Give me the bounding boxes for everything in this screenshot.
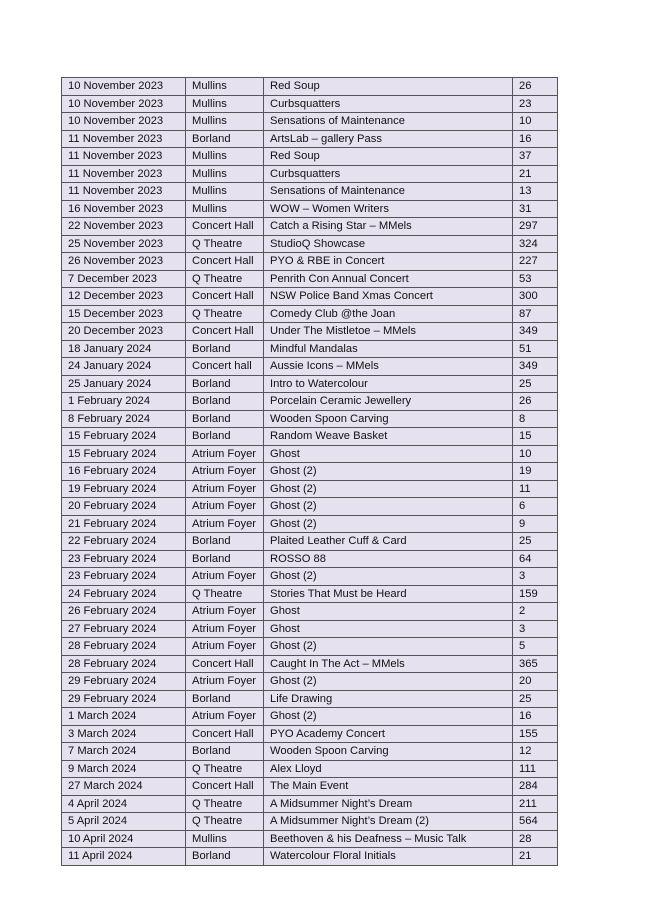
cell-date: 16 February 2024 [62, 463, 186, 481]
cell-date: 18 January 2024 [62, 340, 186, 358]
cell-venue: Mullins [186, 148, 264, 166]
cell-date: 11 April 2024 [62, 848, 186, 866]
table-row [62, 795, 558, 813]
cell-event: Wooden Spoon Carving [264, 410, 513, 428]
cell-date: 19 February 2024 [62, 480, 186, 498]
cell-venue: Mullins [186, 78, 264, 96]
cell-date: 5 April 2024 [62, 813, 186, 831]
cell-date: 7 December 2023 [62, 270, 186, 288]
cell-venue: Atrium Foyer [186, 638, 264, 656]
cell-event: Penrith Con Annual Concert [264, 270, 513, 288]
cell-date: 22 November 2023 [62, 218, 186, 236]
table-row [62, 620, 558, 638]
cell-count: 9 [513, 515, 558, 533]
cell-event: PYO Academy Concert [264, 725, 513, 743]
table-row [62, 655, 558, 673]
cell-event: Sensations of Maintenance [264, 183, 513, 201]
table-row [62, 725, 558, 743]
table-row [62, 760, 558, 778]
cell-venue: Q Theatre [186, 813, 264, 831]
cell-count: 227 [513, 253, 558, 271]
cell-count: 53 [513, 270, 558, 288]
cell-venue: Borland [186, 130, 264, 148]
cell-venue: Concert Hall [186, 218, 264, 236]
cell-date: 20 December 2023 [62, 323, 186, 341]
table-row [62, 218, 558, 236]
cell-venue: Borland [186, 375, 264, 393]
cell-venue: Atrium Foyer [186, 498, 264, 516]
cell-event: The Main Event [264, 778, 513, 796]
cell-count: 211 [513, 795, 558, 813]
cell-date: 3 March 2024 [62, 725, 186, 743]
cell-event: Porcelain Ceramic Jewellery [264, 393, 513, 411]
cell-count: 25 [513, 375, 558, 393]
cell-count: 26 [513, 393, 558, 411]
table-row [62, 130, 558, 148]
cell-venue: Atrium Foyer [186, 515, 264, 533]
cell-date: 12 December 2023 [62, 288, 186, 306]
cell-venue: Atrium Foyer [186, 603, 264, 621]
cell-date: 27 February 2024 [62, 620, 186, 638]
cell-event: Caught In The Act – MMels [264, 655, 513, 673]
cell-date: 29 February 2024 [62, 673, 186, 691]
cell-count: 10 [513, 445, 558, 463]
cell-count: 64 [513, 550, 558, 568]
cell-count: 3 [513, 620, 558, 638]
cell-event: Ghost [264, 620, 513, 638]
cell-count: 15 [513, 428, 558, 446]
cell-date: 25 January 2024 [62, 375, 186, 393]
cell-count: 13 [513, 183, 558, 201]
events-table-body [62, 78, 558, 866]
cell-date: 10 April 2024 [62, 830, 186, 848]
cell-date: 23 February 2024 [62, 550, 186, 568]
cell-date: 27 March 2024 [62, 778, 186, 796]
cell-event: Life Drawing [264, 690, 513, 708]
cell-event: Under The Mistletoe – MMels [264, 323, 513, 341]
cell-venue: Mullins [186, 183, 264, 201]
cell-event: Sensations of Maintenance [264, 113, 513, 131]
cell-event: Ghost (2) [264, 463, 513, 481]
table-row [62, 200, 558, 218]
table-row [62, 270, 558, 288]
table-row [62, 235, 558, 253]
cell-venue: Atrium Foyer [186, 708, 264, 726]
table-row [62, 848, 558, 866]
cell-venue: Atrium Foyer [186, 568, 264, 586]
cell-count: 159 [513, 585, 558, 603]
cell-event: Ghost (2) [264, 480, 513, 498]
cell-count: 26 [513, 78, 558, 96]
cell-date: 8 February 2024 [62, 410, 186, 428]
cell-count: 51 [513, 340, 558, 358]
cell-count: 365 [513, 655, 558, 673]
cell-date: 10 November 2023 [62, 78, 186, 96]
cell-event: Stories That Must be Heard [264, 585, 513, 603]
table-row [62, 113, 558, 131]
cell-event: Ghost (2) [264, 498, 513, 516]
cell-event: PYO & RBE in Concert [264, 253, 513, 271]
cell-count: 16 [513, 130, 558, 148]
table-row [62, 638, 558, 656]
cell-count: 10 [513, 113, 558, 131]
cell-venue: Borland [186, 533, 264, 551]
cell-date: 15 February 2024 [62, 428, 186, 446]
table-row [62, 410, 558, 428]
table-row [62, 830, 558, 848]
cell-venue: Q Theatre [186, 270, 264, 288]
cell-event: Random Weave Basket [264, 428, 513, 446]
cell-venue: Mullins [186, 200, 264, 218]
cell-date: 28 February 2024 [62, 655, 186, 673]
cell-venue: Q Theatre [186, 585, 264, 603]
cell-venue: Borland [186, 550, 264, 568]
cell-count: 11 [513, 480, 558, 498]
table-row [62, 183, 558, 201]
cell-event: Comedy Club @the Joan [264, 305, 513, 323]
cell-count: 25 [513, 690, 558, 708]
cell-date: 20 February 2024 [62, 498, 186, 516]
table-row [62, 498, 558, 516]
cell-venue: Borland [186, 848, 264, 866]
cell-venue: Borland [186, 393, 264, 411]
cell-count: 6 [513, 498, 558, 516]
cell-count: 87 [513, 305, 558, 323]
table-row [62, 603, 558, 621]
cell-venue: Mullins [186, 113, 264, 131]
cell-count: 12 [513, 743, 558, 761]
cell-venue: Borland [186, 690, 264, 708]
table-row [62, 533, 558, 551]
table-row [62, 323, 558, 341]
table-row [62, 165, 558, 183]
cell-event: Alex Lloyd [264, 760, 513, 778]
cell-count: 21 [513, 848, 558, 866]
cell-event: NSW Police Band Xmas Concert [264, 288, 513, 306]
table-row [62, 148, 558, 166]
cell-venue: Mullins [186, 830, 264, 848]
cell-event: Aussie Icons – MMels [264, 358, 513, 376]
cell-venue: Borland [186, 743, 264, 761]
cell-date: 11 November 2023 [62, 183, 186, 201]
cell-count: 37 [513, 148, 558, 166]
cell-count: 23 [513, 95, 558, 113]
cell-count: 284 [513, 778, 558, 796]
cell-count: 21 [513, 165, 558, 183]
cell-count: 2 [513, 603, 558, 621]
events-table [61, 77, 558, 866]
table-row [62, 480, 558, 498]
cell-date: 10 November 2023 [62, 113, 186, 131]
table-row [62, 393, 558, 411]
cell-date: 28 February 2024 [62, 638, 186, 656]
cell-date: 16 November 2023 [62, 200, 186, 218]
cell-count: 3 [513, 568, 558, 586]
cell-date: 26 February 2024 [62, 603, 186, 621]
table-row [62, 305, 558, 323]
cell-venue: Concert Hall [186, 778, 264, 796]
cell-venue: Concert Hall [186, 288, 264, 306]
table-row [62, 743, 558, 761]
table-row [62, 78, 558, 96]
table-row [62, 375, 558, 393]
cell-event: Red Soup [264, 148, 513, 166]
cell-event: Curbsquatters [264, 165, 513, 183]
cell-date: 11 November 2023 [62, 148, 186, 166]
table-row [62, 358, 558, 376]
cell-count: 25 [513, 533, 558, 551]
cell-count: 324 [513, 235, 558, 253]
cell-date: 11 November 2023 [62, 165, 186, 183]
cell-count: 16 [513, 708, 558, 726]
cell-event: Ghost [264, 603, 513, 621]
table-row [62, 673, 558, 691]
table-row [62, 550, 558, 568]
cell-event: Catch a Rising Star – MMels [264, 218, 513, 236]
cell-date: 1 March 2024 [62, 708, 186, 726]
cell-event: Wooden Spoon Carving [264, 743, 513, 761]
cell-venue: Atrium Foyer [186, 463, 264, 481]
cell-event: Ghost (2) [264, 673, 513, 691]
cell-venue: Concert Hall [186, 725, 264, 743]
cell-count: 20 [513, 673, 558, 691]
cell-venue: Borland [186, 428, 264, 446]
cell-venue: Concert Hall [186, 253, 264, 271]
cell-event: Red Soup [264, 78, 513, 96]
table-row [62, 778, 558, 796]
table-row [62, 708, 558, 726]
cell-event: Ghost (2) [264, 638, 513, 656]
cell-count: 297 [513, 218, 558, 236]
cell-event: ArtsLab – gallery Pass [264, 130, 513, 148]
table-row [62, 463, 558, 481]
cell-venue: Atrium Foyer [186, 480, 264, 498]
cell-date: 1 February 2024 [62, 393, 186, 411]
cell-date: 7 March 2024 [62, 743, 186, 761]
cell-count: 155 [513, 725, 558, 743]
cell-count: 19 [513, 463, 558, 481]
cell-count: 349 [513, 323, 558, 341]
cell-date: 11 November 2023 [62, 130, 186, 148]
cell-venue: Atrium Foyer [186, 620, 264, 638]
cell-date: 21 February 2024 [62, 515, 186, 533]
cell-event: StudioQ Showcase [264, 235, 513, 253]
cell-event: Beethoven & his Deafness – Music Talk [264, 830, 513, 848]
cell-date: 10 November 2023 [62, 95, 186, 113]
cell-date: 4 April 2024 [62, 795, 186, 813]
cell-event: A Midsummer Night’s Dream (2) [264, 813, 513, 831]
cell-date: 22 February 2024 [62, 533, 186, 551]
cell-count: 111 [513, 760, 558, 778]
cell-event: WOW – Women Writers [264, 200, 513, 218]
cell-venue: Mullins [186, 95, 264, 113]
table-row [62, 95, 558, 113]
cell-venue: Q Theatre [186, 235, 264, 253]
cell-venue: Q Theatre [186, 305, 264, 323]
cell-date: 23 February 2024 [62, 568, 186, 586]
table-row [62, 428, 558, 446]
cell-count: 564 [513, 813, 558, 831]
cell-venue: Mullins [186, 165, 264, 183]
table-row [62, 585, 558, 603]
cell-venue: Borland [186, 340, 264, 358]
cell-count: 349 [513, 358, 558, 376]
cell-event: Ghost (2) [264, 708, 513, 726]
cell-date: 24 January 2024 [62, 358, 186, 376]
cell-date: 26 November 2023 [62, 253, 186, 271]
cell-date: 25 November 2023 [62, 235, 186, 253]
cell-event: Ghost [264, 445, 513, 463]
cell-event: Curbsquatters [264, 95, 513, 113]
cell-date: 15 February 2024 [62, 445, 186, 463]
table-row [62, 445, 558, 463]
table-row [62, 288, 558, 306]
table-row [62, 568, 558, 586]
cell-date: 9 March 2024 [62, 760, 186, 778]
cell-venue: Concert hall [186, 358, 264, 376]
cell-date: 24 February 2024 [62, 585, 186, 603]
cell-venue: Concert Hall [186, 655, 264, 673]
cell-venue: Concert Hall [186, 323, 264, 341]
cell-count: 31 [513, 200, 558, 218]
cell-event: A Midsummer Night’s Dream [264, 795, 513, 813]
cell-count: 300 [513, 288, 558, 306]
table-row [62, 690, 558, 708]
cell-event: Plaited Leather Cuff & Card [264, 533, 513, 551]
cell-count: 5 [513, 638, 558, 656]
cell-event: Intro to Watercolour [264, 375, 513, 393]
cell-count: 28 [513, 830, 558, 848]
table-row [62, 515, 558, 533]
cell-venue: Q Theatre [186, 795, 264, 813]
cell-event: Ghost (2) [264, 515, 513, 533]
cell-date: 29 February 2024 [62, 690, 186, 708]
cell-venue: Atrium Foyer [186, 445, 264, 463]
cell-event: Ghost (2) [264, 568, 513, 586]
cell-venue: Borland [186, 410, 264, 428]
cell-event: ROSSO 88 [264, 550, 513, 568]
table-row [62, 340, 558, 358]
cell-venue: Atrium Foyer [186, 673, 264, 691]
cell-venue: Q Theatre [186, 760, 264, 778]
cell-date: 15 December 2023 [62, 305, 186, 323]
table-row [62, 253, 558, 271]
cell-event: Mindful Mandalas [264, 340, 513, 358]
table-row [62, 813, 558, 831]
cell-event: Watercolour Floral Initials [264, 848, 513, 866]
cell-count: 8 [513, 410, 558, 428]
